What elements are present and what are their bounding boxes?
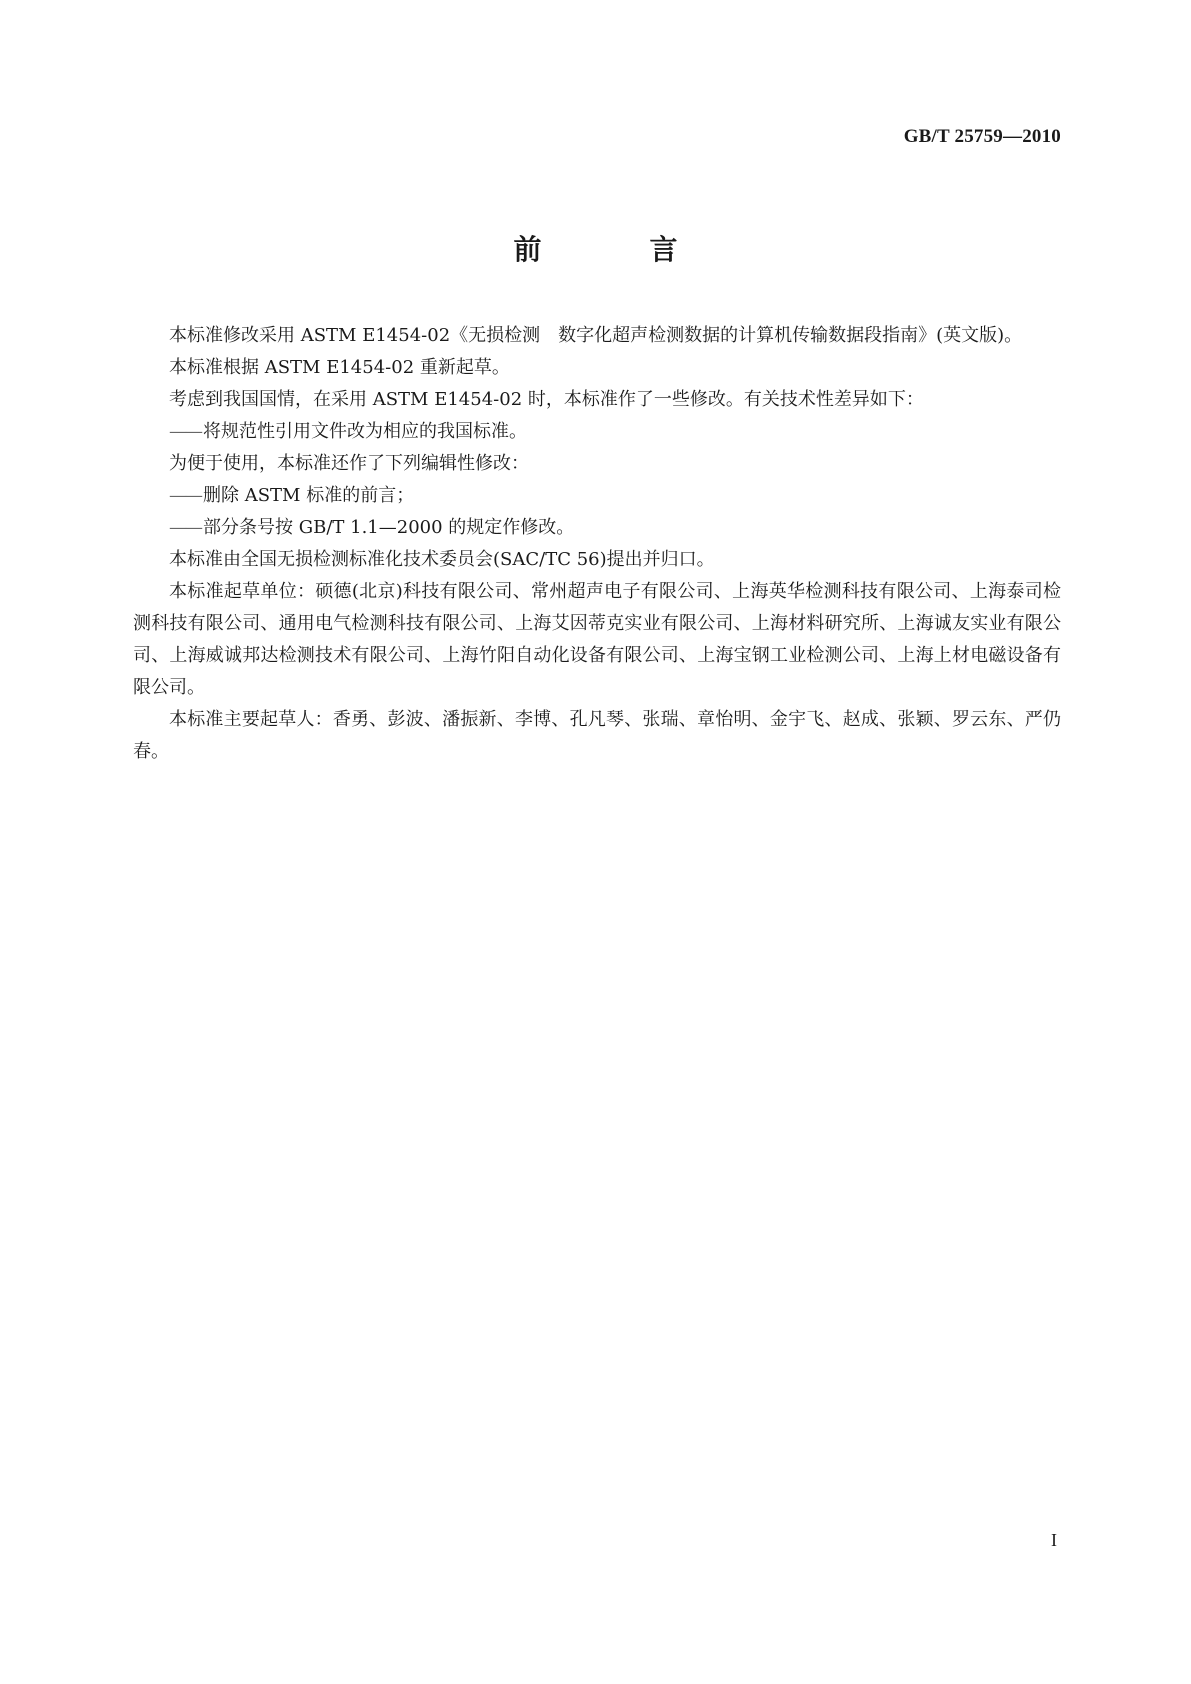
dash-marker: —— xyxy=(169,517,201,538)
paragraph-drafting-units: 本标准起草单位：硕德(北京)科技有限公司、常州超声电子有限公司、上海英华检测科技有限公司、上海泰司检测科技有限公司、通用电气检测科技有限公司、上海艾因蒂克实业有限公司、上海材料研究所、上海诚友实业有限公司、上海威诚邦达检测技术有限公司、上海竹阳自动化设备有限公司、上海宝钢工业检测公司、上海上材电磁设备有限公司。 xyxy=(133,581,1061,698)
foreword-body xyxy=(133,320,1061,768)
paragraph-adoption: 本标准修改采用 ASTM E1454-02《无损检测 数字化超声检测数据的计算机传输数据段指南》(英文版)。 xyxy=(169,325,1023,346)
paragraph-drafters: 本标准主要起草人：香勇、彭波、潘振新、李博、孔凡琴、张瑞、章怡明、金宇飞、赵成、张颖、罗云东、严仍春。 xyxy=(133,709,1061,762)
dash-marker: —— xyxy=(169,421,201,442)
page-number: I xyxy=(1051,1530,1057,1550)
paragraph-modifications: 考虑到我国国情，在采用 ASTM E1454-02 时，本标准作了一些修改。有关技术性差异如下： xyxy=(169,389,924,410)
list-item-editorial-1: —— 删除 ASTM 标准的前言； xyxy=(169,485,415,506)
standard-number: GB/T 25759—2010 xyxy=(903,126,1061,147)
list-item-technical-diff: —— 将规范性引用文件改为相应的我国标准。 xyxy=(169,421,527,442)
paragraph-redraft: 本标准根据 ASTM E1454-02 重新起草。 xyxy=(169,357,510,378)
dash-marker: —— xyxy=(169,485,201,506)
list-item-editorial-2: —— 部分条号按 GB/T 1.1—2000 的规定作修改。 xyxy=(169,517,575,538)
page-title: 前 言 xyxy=(513,233,718,266)
paragraph-editorial: 为便于使用，本标准还作了下列编辑性修改： xyxy=(169,453,529,474)
paragraph-proposer: 本标准由全国无损检测标准化技术委员会(SAC/TC 56)提出并归口。 xyxy=(169,549,715,570)
